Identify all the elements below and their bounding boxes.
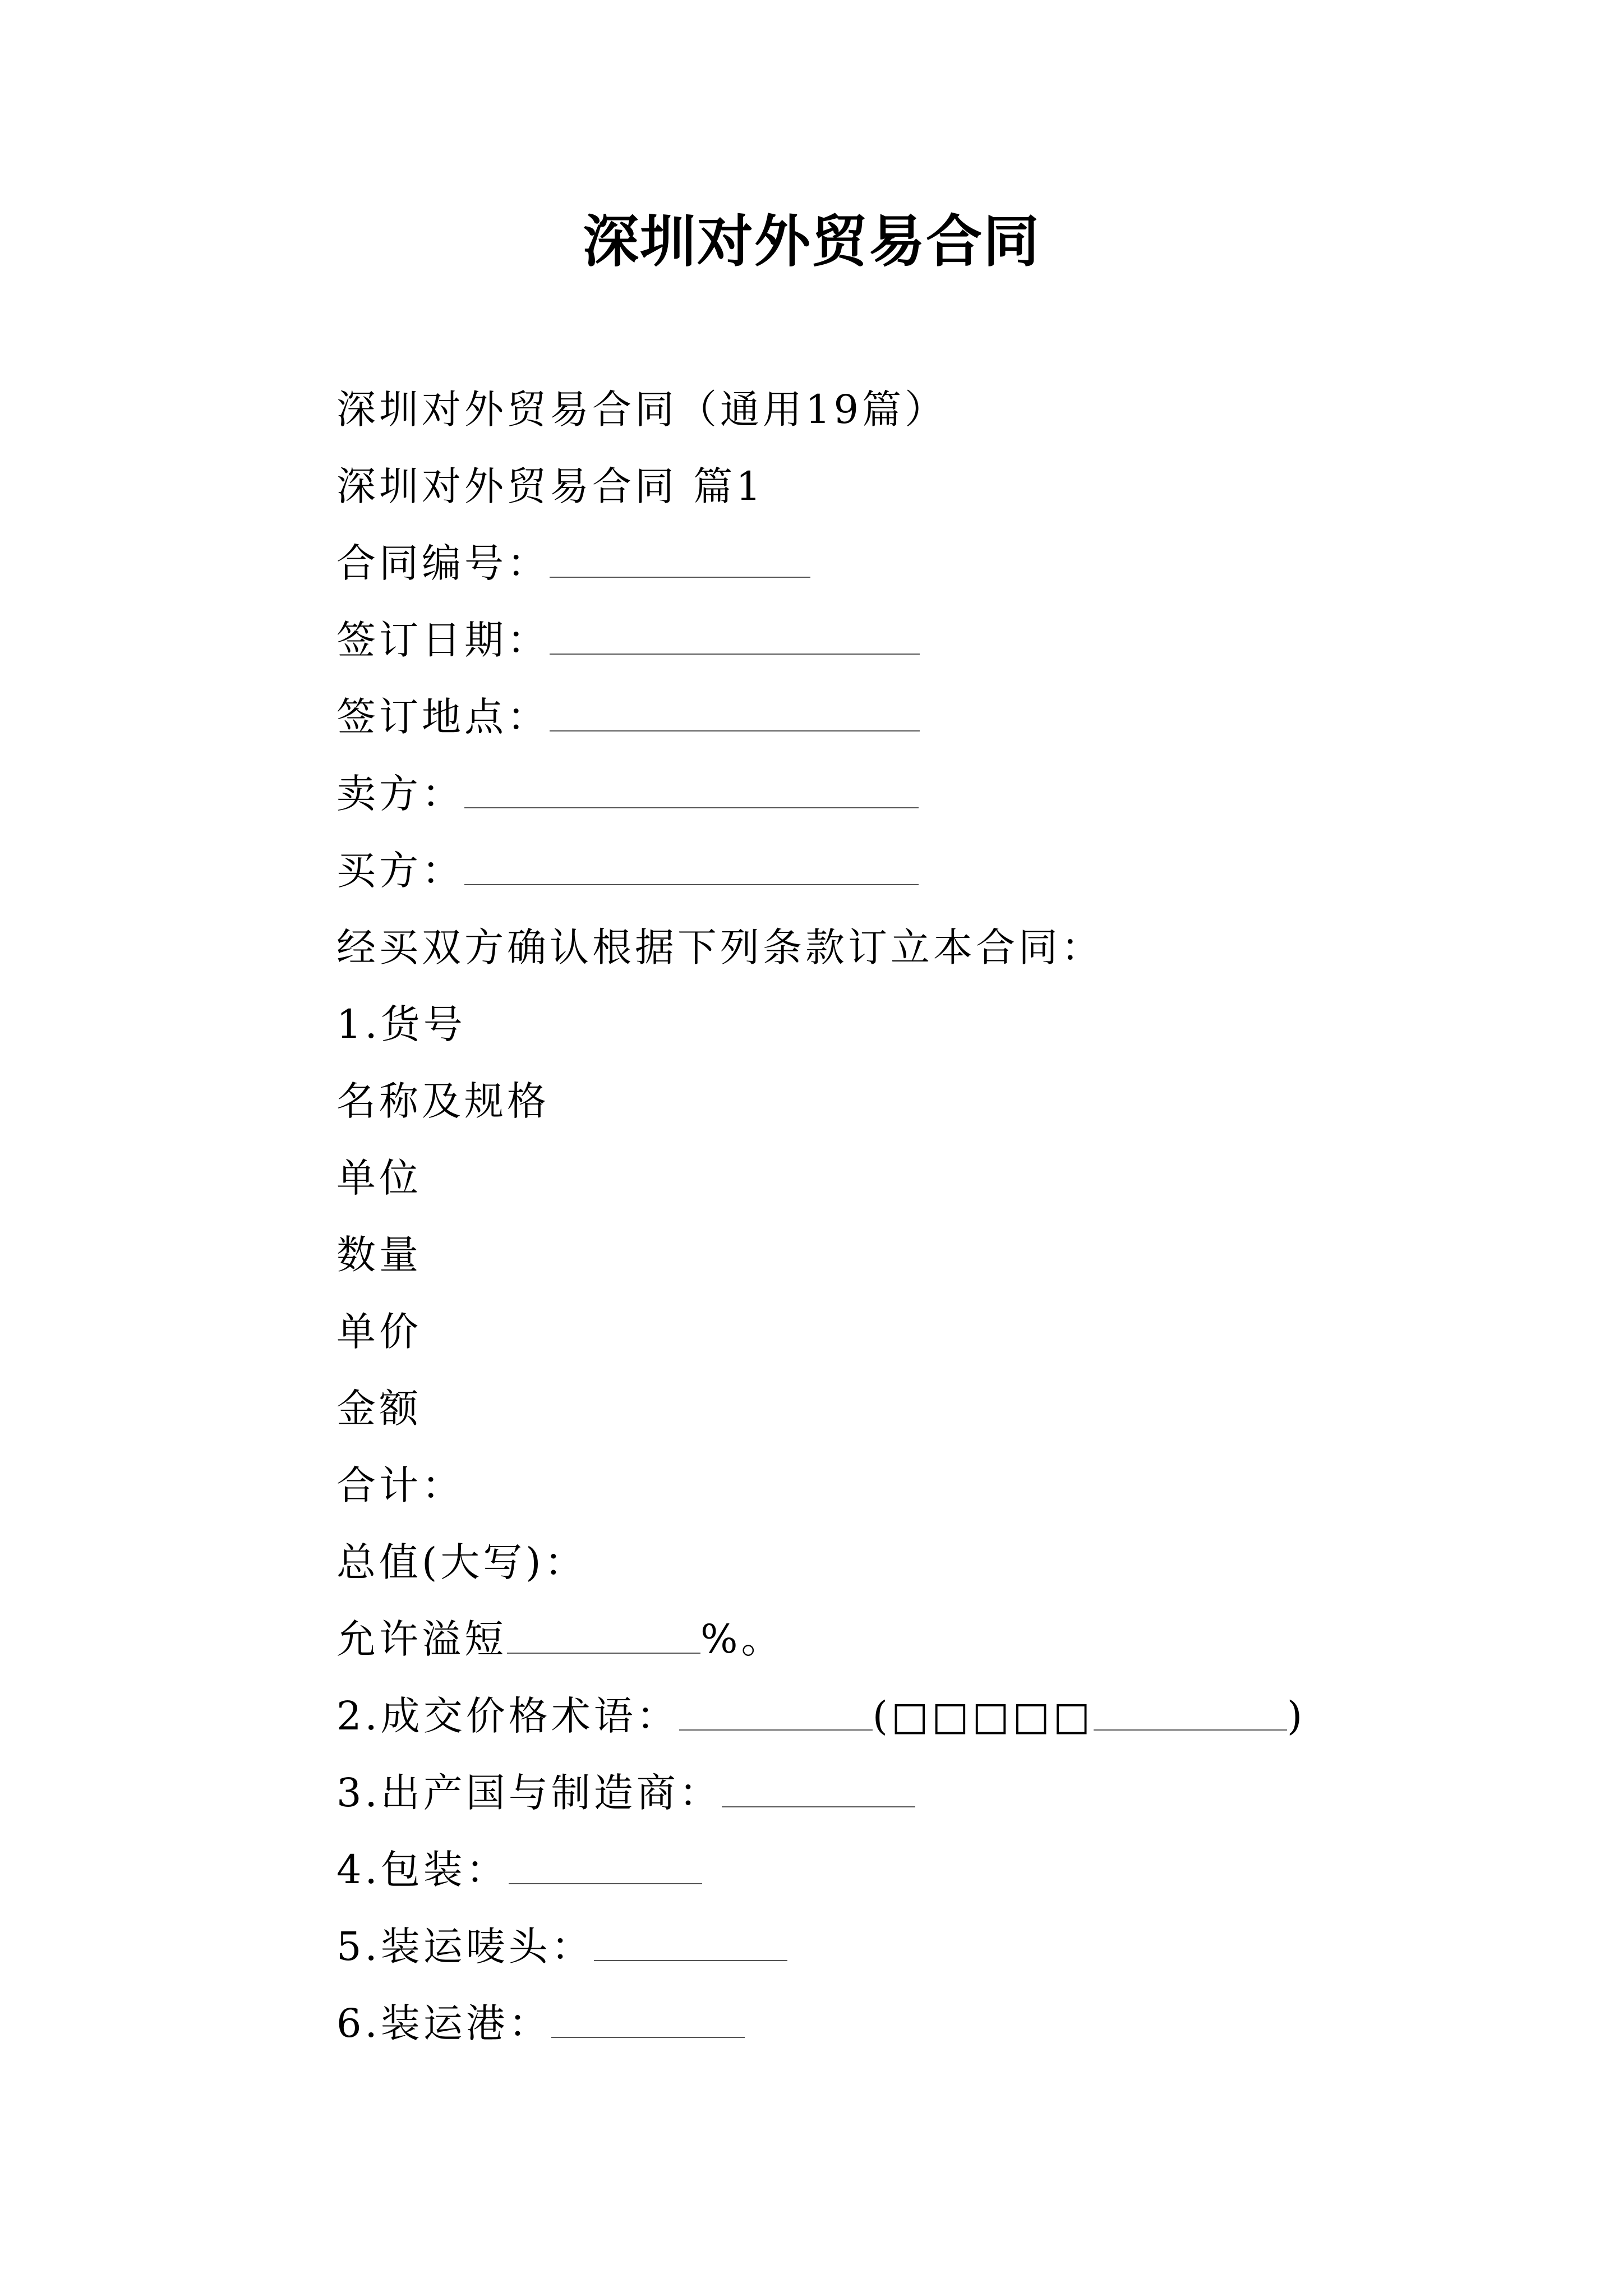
section-heading: 深圳对外贸易合同 篇1 <box>336 463 764 509</box>
overflow-prefix: 允许溢短 <box>336 1616 507 1662</box>
item6-blank <box>551 2002 745 2038</box>
column-unit-price: 单价 <box>336 1309 422 1355</box>
item2-paren-blank <box>1094 1695 1287 1731</box>
buyer-label: 买方： <box>336 848 464 894</box>
item2-paren-open: ( <box>872 1693 892 1739</box>
intro-text: 经买双方确认根据下列条款订立本合同： <box>336 924 1104 970</box>
item3-label: 3.出产国与制造商： <box>336 1770 722 1816</box>
document-subtitle: 深圳对外贸易合同（通用19篇） <box>336 386 948 432</box>
item5-blank <box>594 1925 787 1961</box>
sign-date-label: 签订日期： <box>336 617 550 663</box>
sign-place-line <box>336 679 1458 756</box>
contract-no-line <box>336 525 1458 602</box>
seller-blank <box>464 772 919 808</box>
total-value-label: 总值(大写)： <box>336 1539 587 1585</box>
sign-place-label: 签订地点： <box>336 694 550 740</box>
column-quantity: 数量 <box>336 1232 422 1278</box>
item5-label: 5.装运唛头： <box>336 1924 594 1970</box>
item4-label: 4.包装： <box>336 1847 509 1893</box>
item6-line <box>336 1985 1458 2062</box>
item4-blank <box>509 1848 702 1884</box>
item1-label: 1.货号 <box>336 1001 466 1047</box>
document-body <box>336 371 1458 2062</box>
item2-boxes: □□□□□ <box>891 1693 1094 1739</box>
buyer-blank <box>464 849 919 885</box>
item6-label: 6.装运港： <box>336 2000 551 2046</box>
column-amount: 金额 <box>336 1386 422 1432</box>
seller-line <box>336 756 1458 832</box>
seller-label: 卖方： <box>336 771 464 817</box>
item2-line <box>336 1678 1458 1755</box>
item5-line <box>336 1908 1458 1985</box>
overflow-suffix: %。 <box>700 1616 784 1662</box>
sign-date-line <box>336 602 1458 679</box>
sign-date-blank <box>550 619 920 655</box>
column-unit: 单位 <box>336 1155 422 1201</box>
item2-blank <box>679 1695 873 1731</box>
item2-label: 2.成交价格术语： <box>336 1693 679 1739</box>
buyer-line <box>336 832 1458 909</box>
item3-line <box>336 1755 1458 1832</box>
document-title: 深圳对外贸易合同 <box>583 208 1040 274</box>
overflow-blank <box>507 1618 700 1654</box>
item3-blank <box>722 1772 915 1807</box>
overflow-line <box>336 1601 1458 1678</box>
total-label: 合计： <box>336 1462 464 1508</box>
contract-no-blank <box>550 542 810 578</box>
item4-line <box>336 1832 1458 1908</box>
item2-paren-close: ) <box>1287 1693 1306 1739</box>
column-name-spec: 名称及规格 <box>336 1078 550 1124</box>
contract-no-label: 合同编号： <box>336 540 550 586</box>
sign-place-blank <box>550 696 920 731</box>
